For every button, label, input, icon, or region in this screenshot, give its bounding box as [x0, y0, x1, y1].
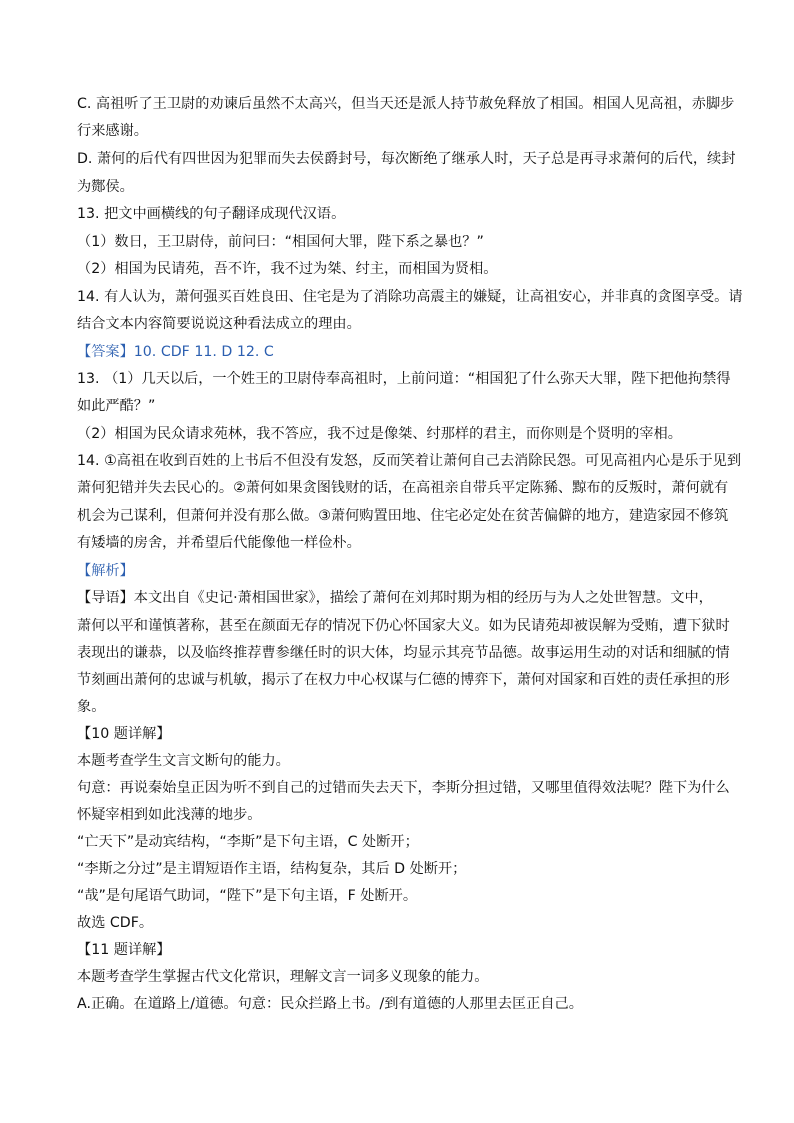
answer-13-part-1: 13. （1）几天以后，一个姓王的卫尉侍奉高祖时，上前问道：“相国犯了什么弥天大罪，陛下把他拘禁得 — [77, 371, 731, 387]
intro-paragraph-2: 萧何以平和谨慎著称，甚至在颜面无存的情况下仍心怀国家大义。如为民请苑却被误解为受贿，遭下狱时 — [77, 618, 730, 634]
q10-detail-line-5: “李斯之分过”是主谓短语作主语，结构复杂，其后 D 处断开； — [77, 861, 467, 877]
intro-paragraph-5: 象。 — [77, 699, 106, 715]
answer-heading: 【答案】10. CDF 11. D 12. C — [77, 344, 274, 360]
q10-detail-line-1: 本题考查学生文言文断句的能力。 — [77, 753, 290, 769]
answer-14-cont-3: 有矮墙的房舍，并希望后代能像他一样俭朴。 — [77, 535, 361, 551]
q11-detail-line-1: 本题考查学生掌握古代文化常识，理解文言一词多义现象的能力。 — [77, 969, 489, 985]
q11-detail-line-2: A.正确。在道路上/道德。句意：民众拦路上书。/到有道德的人那里去匡正自己。 — [77, 996, 583, 1012]
intro-paragraph-4: 节刻画出萧何的忠诚与机敏，揭示了在权力中心权谋与仁德的博弈下，萧何对国家和百姓的责任承担的形 — [77, 672, 730, 688]
answer-14-cont-2: 机会为己谋利，但萧何并没有那么做。③萧何购置田地、住宅必定处在贫苦偏僻的地方，建造家园不修筑 — [77, 508, 729, 524]
answer-14: 14. ①高祖在收到百姓的上书后不但没有发怒，反而笑着让萧何自己去消除民怨。可见高祖内心是乐于见到 — [77, 453, 742, 469]
answer-14-cont-1: 萧何犯错并失去民心的。②萧何如果贪图钱财的话，在高祖亲自带兵平定陈豨、黥布的反叛时，萧何就有 — [77, 480, 729, 496]
option-d-text-cont: 为酂侯。 — [77, 179, 134, 195]
q10-detail-line-4: “亡天下”是动宾结构，“李斯”是下句主语，C 处断开； — [77, 834, 419, 850]
option-c-text-cont: 行来感谢。 — [77, 123, 148, 139]
option-c-text: C. 高祖听了王卫尉的劝谏后虽然不太高兴，但当天还是派人持节赦免释放了相国。相国人见高祖，赤脚步 — [77, 96, 735, 112]
answer-13-part-1-cont: 如此严酷？” — [77, 398, 156, 414]
q11-detail-heading: 【11 题详解】 — [77, 942, 171, 958]
analysis-heading: 【解析】 — [77, 563, 134, 579]
option-d-text: D. 萧何的后代有四世因为犯罪而失去侯爵封号，每次断绝了继承人时，天子总是再寻求萧何的后代，续封 — [77, 151, 736, 167]
q10-detail-line-3: 怀疑宰相到如此浅薄的地步。 — [77, 807, 262, 823]
question-13-part-1: （1）数日，王卫尉侍，前问曰：“相国何大罪，陛下系之暴也？” — [77, 234, 484, 250]
question-13-part-2: （2）相国为民请苑，吾不许，我不过为桀、纣主，而相国为贤相。 — [77, 261, 498, 277]
q10-detail-line-7: 故选 CDF。 — [77, 915, 154, 931]
q10-detail-line-6: “哉”是句尾语气助词，“陛下”是下句主语，F 处断开。 — [77, 888, 418, 904]
intro-paragraph-1: 【导语】本文出自《史记·萧相国世家》，描绘了萧何在刘邦时期为相的经历与为人之处世智慧。文中， — [77, 590, 713, 606]
question-14-cont: 结合文本内容简要说说这种看法成立的理由。 — [77, 316, 361, 332]
answer-13-part-2: （2）相国为民众请求苑林，我不答应，我不过是像桀、纣那样的君主，而你则是个贤明的宰相。 — [77, 426, 682, 442]
q10-detail-heading: 【10 题详解】 — [77, 726, 171, 742]
question-13: 13. 把文中画横线的句子翻译成现代汉语。 — [77, 206, 346, 222]
question-14: 14. 有人认为，萧何强买百姓良田、住宅是为了消除功高震主的嫌疑，让高祖安心，并非真的贪图享受。请 — [77, 289, 743, 305]
intro-paragraph-3: 表现出的谦恭，以及临终推荐曹参继任时的识大体，均显示其亮节品德。故事运用生动的对话和细腻的情 — [77, 645, 730, 661]
q10-detail-line-2: 句意：再说秦始皇正因为听不到自己的过错而失去天下，李斯分担过错，又哪里值得效法呢？陛下为什么 — [77, 780, 730, 796]
